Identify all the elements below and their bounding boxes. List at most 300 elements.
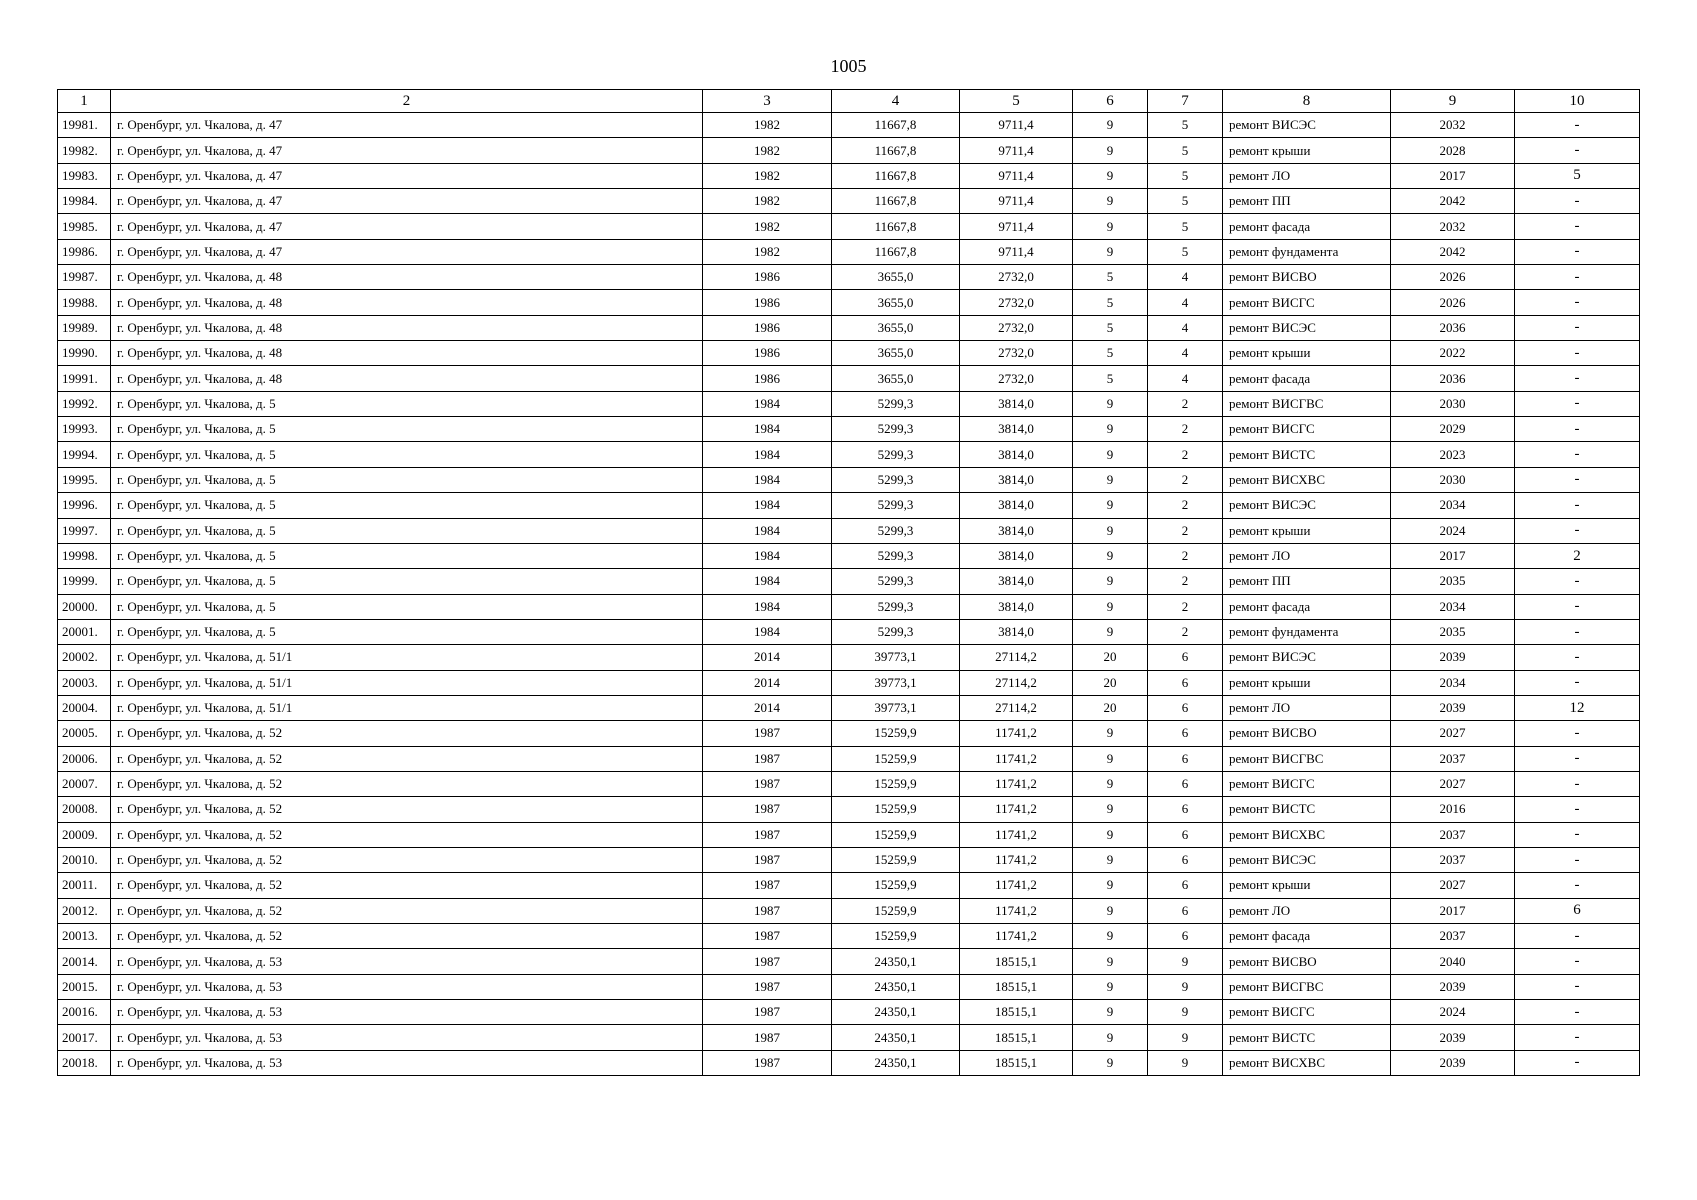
cell-row-number: 19983. — [58, 163, 111, 188]
cell-row-number: 19998. — [58, 543, 111, 568]
cell-total-area: 3655,0 — [832, 290, 960, 315]
cell-address: г. Оренбург, ул. Чкалова, д. 5 — [111, 518, 703, 543]
cell-entrances: 4 — [1148, 265, 1223, 290]
cell-floors: 9 — [1073, 1050, 1148, 1075]
table-header-row — [58, 90, 1640, 113]
cell-floors: 9 — [1073, 847, 1148, 872]
cell-year: 1982 — [703, 214, 832, 239]
cell-address: г. Оренбург, ул. Чкалова, д. 51/1 — [111, 645, 703, 670]
cell-entrances: 6 — [1148, 822, 1223, 847]
cell-value: 5 — [1515, 163, 1640, 188]
cell-value: - — [1515, 265, 1640, 290]
cell-year: 1984 — [703, 467, 832, 492]
cell-living-area: 27114,2 — [960, 670, 1073, 695]
cell-living-area: 18515,1 — [960, 1000, 1073, 1025]
cell-year: 1984 — [703, 569, 832, 594]
cell-year: 1986 — [703, 366, 832, 391]
table-row — [58, 1025, 1640, 1050]
cell-work-type: ремонт ЛО — [1223, 695, 1391, 720]
table-row — [58, 518, 1640, 543]
cell-work-type: ремонт ЛО — [1223, 163, 1391, 188]
cell-planned-year: 2024 — [1391, 1000, 1515, 1025]
cell-floors: 9 — [1073, 138, 1148, 163]
cell-work-type: ремонт крыши — [1223, 138, 1391, 163]
cell-entrances: 6 — [1148, 670, 1223, 695]
cell-planned-year: 2028 — [1391, 138, 1515, 163]
cell-living-area: 18515,1 — [960, 974, 1073, 999]
cell-planned-year: 2022 — [1391, 341, 1515, 366]
cell-address: г. Оренбург, ул. Чкалова, д. 52 — [111, 847, 703, 872]
cell-row-number: 19994. — [58, 442, 111, 467]
cell-planned-year: 2029 — [1391, 417, 1515, 442]
cell-row-number: 19992. — [58, 391, 111, 416]
cell-row-number: 19987. — [58, 265, 111, 290]
cell-row-number: 20006. — [58, 746, 111, 771]
cell-address: г. Оренбург, ул. Чкалова, д. 5 — [111, 594, 703, 619]
cell-total-area: 39773,1 — [832, 670, 960, 695]
cell-value: - — [1515, 771, 1640, 796]
cell-year: 1987 — [703, 721, 832, 746]
cell-year: 1984 — [703, 619, 832, 644]
cell-floors: 9 — [1073, 417, 1148, 442]
cell-entrances: 4 — [1148, 315, 1223, 340]
cell-work-type: ремонт ВИСЭС — [1223, 315, 1391, 340]
cell-value: - — [1515, 1000, 1640, 1025]
cell-row-number: 20018. — [58, 1050, 111, 1075]
cell-year: 1986 — [703, 265, 832, 290]
cell-address: г. Оренбург, ул. Чкалова, д. 47 — [111, 189, 703, 214]
table-row — [58, 670, 1640, 695]
cell-floors: 9 — [1073, 974, 1148, 999]
table-row — [58, 619, 1640, 644]
cell-row-number: 20014. — [58, 949, 111, 974]
cell-total-area: 5299,3 — [832, 543, 960, 568]
cell-entrances: 4 — [1148, 341, 1223, 366]
cell-work-type: ремонт крыши — [1223, 873, 1391, 898]
cell-living-area: 2732,0 — [960, 315, 1073, 340]
cell-floors: 9 — [1073, 873, 1148, 898]
cell-planned-year: 2023 — [1391, 442, 1515, 467]
cell-living-area: 3814,0 — [960, 493, 1073, 518]
cell-row-number: 20008. — [58, 797, 111, 822]
column-header-6: 6 — [1073, 90, 1148, 113]
table-row — [58, 873, 1640, 898]
cell-row-number: 20010. — [58, 847, 111, 872]
table-row — [58, 847, 1640, 872]
cell-floors: 9 — [1073, 239, 1148, 264]
cell-address: г. Оренбург, ул. Чкалова, д. 48 — [111, 341, 703, 366]
cell-planned-year: 2034 — [1391, 670, 1515, 695]
cell-entrances: 2 — [1148, 442, 1223, 467]
cell-planned-year: 2017 — [1391, 898, 1515, 923]
cell-value: - — [1515, 670, 1640, 695]
cell-planned-year: 2016 — [1391, 797, 1515, 822]
cell-work-type: ремонт ВИСТС — [1223, 442, 1391, 467]
cell-floors: 9 — [1073, 493, 1148, 518]
cell-year: 1982 — [703, 239, 832, 264]
cell-work-type: ремонт ЛО — [1223, 543, 1391, 568]
table-row — [58, 1000, 1640, 1025]
cell-address: г. Оренбург, ул. Чкалова, д. 48 — [111, 366, 703, 391]
cell-total-area: 15259,9 — [832, 924, 960, 949]
cell-work-type: ремонт ВИСВО — [1223, 265, 1391, 290]
cell-planned-year: 2035 — [1391, 619, 1515, 644]
cell-living-area: 11741,2 — [960, 771, 1073, 796]
cell-total-area: 24350,1 — [832, 974, 960, 999]
cell-entrances: 6 — [1148, 924, 1223, 949]
table-row — [58, 746, 1640, 771]
cell-planned-year: 2036 — [1391, 366, 1515, 391]
cell-address: г. Оренбург, ул. Чкалова, д. 52 — [111, 746, 703, 771]
table-row — [58, 493, 1640, 518]
cell-living-area: 3814,0 — [960, 619, 1073, 644]
cell-floors: 5 — [1073, 341, 1148, 366]
cell-work-type: ремонт ВИСХВС — [1223, 822, 1391, 847]
table-row — [58, 341, 1640, 366]
column-header-10: 10 — [1515, 90, 1640, 113]
cell-total-area: 5299,3 — [832, 493, 960, 518]
cell-entrances: 2 — [1148, 467, 1223, 492]
cell-address: г. Оренбург, ул. Чкалова, д. 53 — [111, 949, 703, 974]
cell-planned-year: 2037 — [1391, 847, 1515, 872]
cell-row-number: 20011. — [58, 873, 111, 898]
cell-living-area: 3814,0 — [960, 518, 1073, 543]
cell-row-number: 20012. — [58, 898, 111, 923]
cell-planned-year: 2042 — [1391, 239, 1515, 264]
cell-address: г. Оренбург, ул. Чкалова, д. 52 — [111, 771, 703, 796]
cell-total-area: 11667,8 — [832, 239, 960, 264]
table-row — [58, 569, 1640, 594]
cell-year: 1987 — [703, 847, 832, 872]
cell-row-number: 20002. — [58, 645, 111, 670]
cell-total-area: 24350,1 — [832, 949, 960, 974]
table-row — [58, 797, 1640, 822]
cell-work-type: ремонт ВИСВО — [1223, 721, 1391, 746]
column-header-9: 9 — [1391, 90, 1515, 113]
cell-work-type: ремонт ЛО — [1223, 898, 1391, 923]
cell-living-area: 3814,0 — [960, 417, 1073, 442]
cell-work-type: ремонт фундамента — [1223, 619, 1391, 644]
cell-floors: 20 — [1073, 670, 1148, 695]
cell-total-area: 5299,3 — [832, 467, 960, 492]
cell-living-area: 18515,1 — [960, 1050, 1073, 1075]
cell-living-area: 3814,0 — [960, 543, 1073, 568]
cell-address: г. Оренбург, ул. Чкалова, д. 53 — [111, 1050, 703, 1075]
cell-total-area: 39773,1 — [832, 695, 960, 720]
cell-year: 1984 — [703, 543, 832, 568]
cell-work-type: ремонт ВИСГВС — [1223, 974, 1391, 999]
cell-row-number: 19993. — [58, 417, 111, 442]
cell-total-area: 5299,3 — [832, 569, 960, 594]
cell-entrances: 5 — [1148, 214, 1223, 239]
cell-address: г. Оренбург, ул. Чкалова, д. 5 — [111, 442, 703, 467]
registry-table — [57, 89, 1640, 1076]
table-row — [58, 543, 1640, 568]
cell-year: 1984 — [703, 417, 832, 442]
cell-planned-year: 2040 — [1391, 949, 1515, 974]
cell-row-number: 20004. — [58, 695, 111, 720]
table-row — [58, 366, 1640, 391]
cell-entrances: 5 — [1148, 138, 1223, 163]
cell-work-type: ремонт фасада — [1223, 214, 1391, 239]
cell-total-area: 5299,3 — [832, 442, 960, 467]
cell-address: г. Оренбург, ул. Чкалова, д. 47 — [111, 214, 703, 239]
cell-planned-year: 2035 — [1391, 569, 1515, 594]
cell-entrances: 5 — [1148, 113, 1223, 138]
cell-entrances: 6 — [1148, 721, 1223, 746]
cell-value: - — [1515, 1025, 1640, 1050]
cell-address: г. Оренбург, ул. Чкалова, д. 52 — [111, 873, 703, 898]
cell-entrances: 5 — [1148, 239, 1223, 264]
cell-row-number: 20001. — [58, 619, 111, 644]
column-header-8: 8 — [1223, 90, 1391, 113]
cell-work-type: ремонт ВИСГС — [1223, 290, 1391, 315]
cell-floors: 9 — [1073, 1000, 1148, 1025]
cell-total-area: 15259,9 — [832, 873, 960, 898]
cell-work-type: ремонт ВИСХВС — [1223, 1050, 1391, 1075]
cell-value: - — [1515, 594, 1640, 619]
cell-planned-year: 2042 — [1391, 189, 1515, 214]
cell-living-area: 18515,1 — [960, 1025, 1073, 1050]
table-row — [58, 290, 1640, 315]
table-row — [58, 721, 1640, 746]
cell-floors: 9 — [1073, 797, 1148, 822]
cell-total-area: 15259,9 — [832, 898, 960, 923]
cell-living-area: 3814,0 — [960, 391, 1073, 416]
table-row — [58, 594, 1640, 619]
cell-work-type: ремонт крыши — [1223, 518, 1391, 543]
cell-floors: 9 — [1073, 924, 1148, 949]
cell-value: - — [1515, 189, 1640, 214]
cell-work-type: ремонт ПП — [1223, 189, 1391, 214]
cell-total-area: 39773,1 — [832, 645, 960, 670]
cell-planned-year: 2039 — [1391, 974, 1515, 999]
cell-floors: 9 — [1073, 1025, 1148, 1050]
cell-work-type: ремонт ВИСГС — [1223, 1000, 1391, 1025]
cell-row-number: 19988. — [58, 290, 111, 315]
cell-year: 1987 — [703, 898, 832, 923]
cell-entrances: 4 — [1148, 366, 1223, 391]
cell-entrances: 6 — [1148, 771, 1223, 796]
cell-total-area: 3655,0 — [832, 315, 960, 340]
cell-planned-year: 2037 — [1391, 822, 1515, 847]
cell-floors: 9 — [1073, 619, 1148, 644]
cell-floors: 9 — [1073, 569, 1148, 594]
cell-total-area: 24350,1 — [832, 1025, 960, 1050]
cell-total-area: 24350,1 — [832, 1000, 960, 1025]
cell-value: - — [1515, 974, 1640, 999]
cell-total-area: 11667,8 — [832, 214, 960, 239]
cell-row-number: 19984. — [58, 189, 111, 214]
cell-value: - — [1515, 315, 1640, 340]
cell-value: - — [1515, 518, 1640, 543]
cell-floors: 9 — [1073, 898, 1148, 923]
cell-floors: 9 — [1073, 822, 1148, 847]
cell-floors: 9 — [1073, 391, 1148, 416]
cell-address: г. Оренбург, ул. Чкалова, д. 48 — [111, 290, 703, 315]
cell-entrances: 9 — [1148, 949, 1223, 974]
cell-planned-year: 2034 — [1391, 493, 1515, 518]
cell-planned-year: 2034 — [1391, 594, 1515, 619]
cell-value: - — [1515, 391, 1640, 416]
cell-living-area: 2732,0 — [960, 341, 1073, 366]
cell-value: - — [1515, 822, 1640, 847]
cell-floors: 5 — [1073, 315, 1148, 340]
cell-floors: 9 — [1073, 746, 1148, 771]
cell-address: г. Оренбург, ул. Чкалова, д. 5 — [111, 569, 703, 594]
cell-entrances: 9 — [1148, 1000, 1223, 1025]
cell-floors: 9 — [1073, 543, 1148, 568]
cell-value: - — [1515, 949, 1640, 974]
table-row — [58, 442, 1640, 467]
table-row — [58, 695, 1640, 720]
table-row — [58, 113, 1640, 138]
cell-planned-year: 2039 — [1391, 1050, 1515, 1075]
cell-value: - — [1515, 493, 1640, 518]
cell-entrances: 9 — [1148, 1050, 1223, 1075]
cell-value: - — [1515, 290, 1640, 315]
cell-year: 1984 — [703, 442, 832, 467]
cell-year: 2014 — [703, 695, 832, 720]
cell-floors: 9 — [1073, 113, 1148, 138]
cell-year: 1982 — [703, 189, 832, 214]
cell-floors: 9 — [1073, 518, 1148, 543]
cell-work-type: ремонт ВИСТС — [1223, 1025, 1391, 1050]
cell-work-type: ремонт фасада — [1223, 366, 1391, 391]
column-header-2: 2 — [111, 90, 703, 113]
cell-row-number: 19991. — [58, 366, 111, 391]
cell-living-area: 11741,2 — [960, 898, 1073, 923]
cell-planned-year: 2036 — [1391, 315, 1515, 340]
column-header-4: 4 — [832, 90, 960, 113]
cell-living-area: 9711,4 — [960, 189, 1073, 214]
table-row — [58, 265, 1640, 290]
cell-total-area: 15259,9 — [832, 822, 960, 847]
cell-address: г. Оренбург, ул. Чкалова, д. 48 — [111, 315, 703, 340]
cell-value: - — [1515, 417, 1640, 442]
cell-living-area: 2732,0 — [960, 366, 1073, 391]
cell-work-type: ремонт ВИСТС — [1223, 797, 1391, 822]
cell-entrances: 2 — [1148, 569, 1223, 594]
cell-living-area: 3814,0 — [960, 467, 1073, 492]
cell-year: 1987 — [703, 1050, 832, 1075]
cell-floors: 9 — [1073, 594, 1148, 619]
cell-value: - — [1515, 746, 1640, 771]
cell-row-number: 20007. — [58, 771, 111, 796]
page-number: 1005 — [830, 56, 867, 76]
cell-floors: 5 — [1073, 366, 1148, 391]
column-header-7: 7 — [1148, 90, 1223, 113]
cell-address: г. Оренбург, ул. Чкалова, д. 52 — [111, 797, 703, 822]
cell-total-area: 24350,1 — [832, 1050, 960, 1075]
cell-address: г. Оренбург, ул. Чкалова, д. 5 — [111, 543, 703, 568]
cell-floors: 5 — [1073, 290, 1148, 315]
cell-address: г. Оренбург, ул. Чкалова, д. 52 — [111, 822, 703, 847]
cell-entrances: 2 — [1148, 391, 1223, 416]
cell-living-area: 3814,0 — [960, 569, 1073, 594]
cell-year: 1982 — [703, 138, 832, 163]
cell-year: 1987 — [703, 746, 832, 771]
cell-living-area: 9711,4 — [960, 239, 1073, 264]
cell-value: - — [1515, 569, 1640, 594]
cell-value: - — [1515, 341, 1640, 366]
cell-value: - — [1515, 873, 1640, 898]
cell-value: 12 — [1515, 695, 1640, 720]
cell-year: 1987 — [703, 771, 832, 796]
table-row — [58, 974, 1640, 999]
cell-entrances: 6 — [1148, 695, 1223, 720]
cell-row-number: 19986. — [58, 239, 111, 264]
cell-floors: 9 — [1073, 214, 1148, 239]
cell-living-area: 11741,2 — [960, 822, 1073, 847]
cell-value: - — [1515, 366, 1640, 391]
cell-year: 1987 — [703, 1025, 832, 1050]
cell-address: г. Оренбург, ул. Чкалова, д. 53 — [111, 1025, 703, 1050]
cell-floors: 9 — [1073, 721, 1148, 746]
cell-row-number: 20009. — [58, 822, 111, 847]
cell-planned-year: 2017 — [1391, 543, 1515, 568]
cell-floors: 20 — [1073, 695, 1148, 720]
cell-value: - — [1515, 214, 1640, 239]
cell-year: 1984 — [703, 391, 832, 416]
cell-living-area: 3814,0 — [960, 594, 1073, 619]
cell-work-type: ремонт ВИСГС — [1223, 771, 1391, 796]
cell-planned-year: 2039 — [1391, 695, 1515, 720]
cell-planned-year: 2039 — [1391, 1025, 1515, 1050]
cell-work-type: ремонт ВИСЭС — [1223, 847, 1391, 872]
cell-work-type: ремонт ВИСЭС — [1223, 645, 1391, 670]
cell-work-type: ремонт ВИСГС — [1223, 417, 1391, 442]
cell-row-number: 20017. — [58, 1025, 111, 1050]
cell-planned-year: 2032 — [1391, 113, 1515, 138]
cell-planned-year: 2017 — [1391, 163, 1515, 188]
table-row — [58, 822, 1640, 847]
cell-year: 1986 — [703, 315, 832, 340]
cell-address: г. Оренбург, ул. Чкалова, д. 47 — [111, 239, 703, 264]
table-row — [58, 949, 1640, 974]
cell-living-area: 11741,2 — [960, 847, 1073, 872]
column-header-1: 1 — [58, 90, 111, 113]
cell-year: 1986 — [703, 290, 832, 315]
cell-value: - — [1515, 1050, 1640, 1075]
cell-work-type: ремонт ВИСГВС — [1223, 746, 1391, 771]
cell-total-area: 11667,8 — [832, 138, 960, 163]
cell-floors: 9 — [1073, 189, 1148, 214]
cell-value: - — [1515, 924, 1640, 949]
cell-total-area: 15259,9 — [832, 771, 960, 796]
cell-floors: 9 — [1073, 949, 1148, 974]
cell-living-area: 9711,4 — [960, 214, 1073, 239]
cell-floors: 5 — [1073, 265, 1148, 290]
cell-planned-year: 2039 — [1391, 645, 1515, 670]
cell-value: - — [1515, 467, 1640, 492]
table-row — [58, 239, 1640, 264]
cell-year: 1986 — [703, 341, 832, 366]
cell-address: г. Оренбург, ул. Чкалова, д. 5 — [111, 417, 703, 442]
cell-work-type: ремонт ВИСХВС — [1223, 467, 1391, 492]
cell-work-type: ремонт фундамента — [1223, 239, 1391, 264]
cell-living-area: 9711,4 — [960, 163, 1073, 188]
cell-living-area: 11741,2 — [960, 873, 1073, 898]
cell-planned-year: 2037 — [1391, 746, 1515, 771]
table-row — [58, 467, 1640, 492]
cell-floors: 9 — [1073, 163, 1148, 188]
cell-address: г. Оренбург, ул. Чкалова, д. 51/1 — [111, 670, 703, 695]
cell-address: г. Оренбург, ул. Чкалова, д. 5 — [111, 619, 703, 644]
cell-floors: 9 — [1073, 467, 1148, 492]
cell-entrances: 6 — [1148, 873, 1223, 898]
cell-address: г. Оренбург, ул. Чкалова, д. 52 — [111, 898, 703, 923]
